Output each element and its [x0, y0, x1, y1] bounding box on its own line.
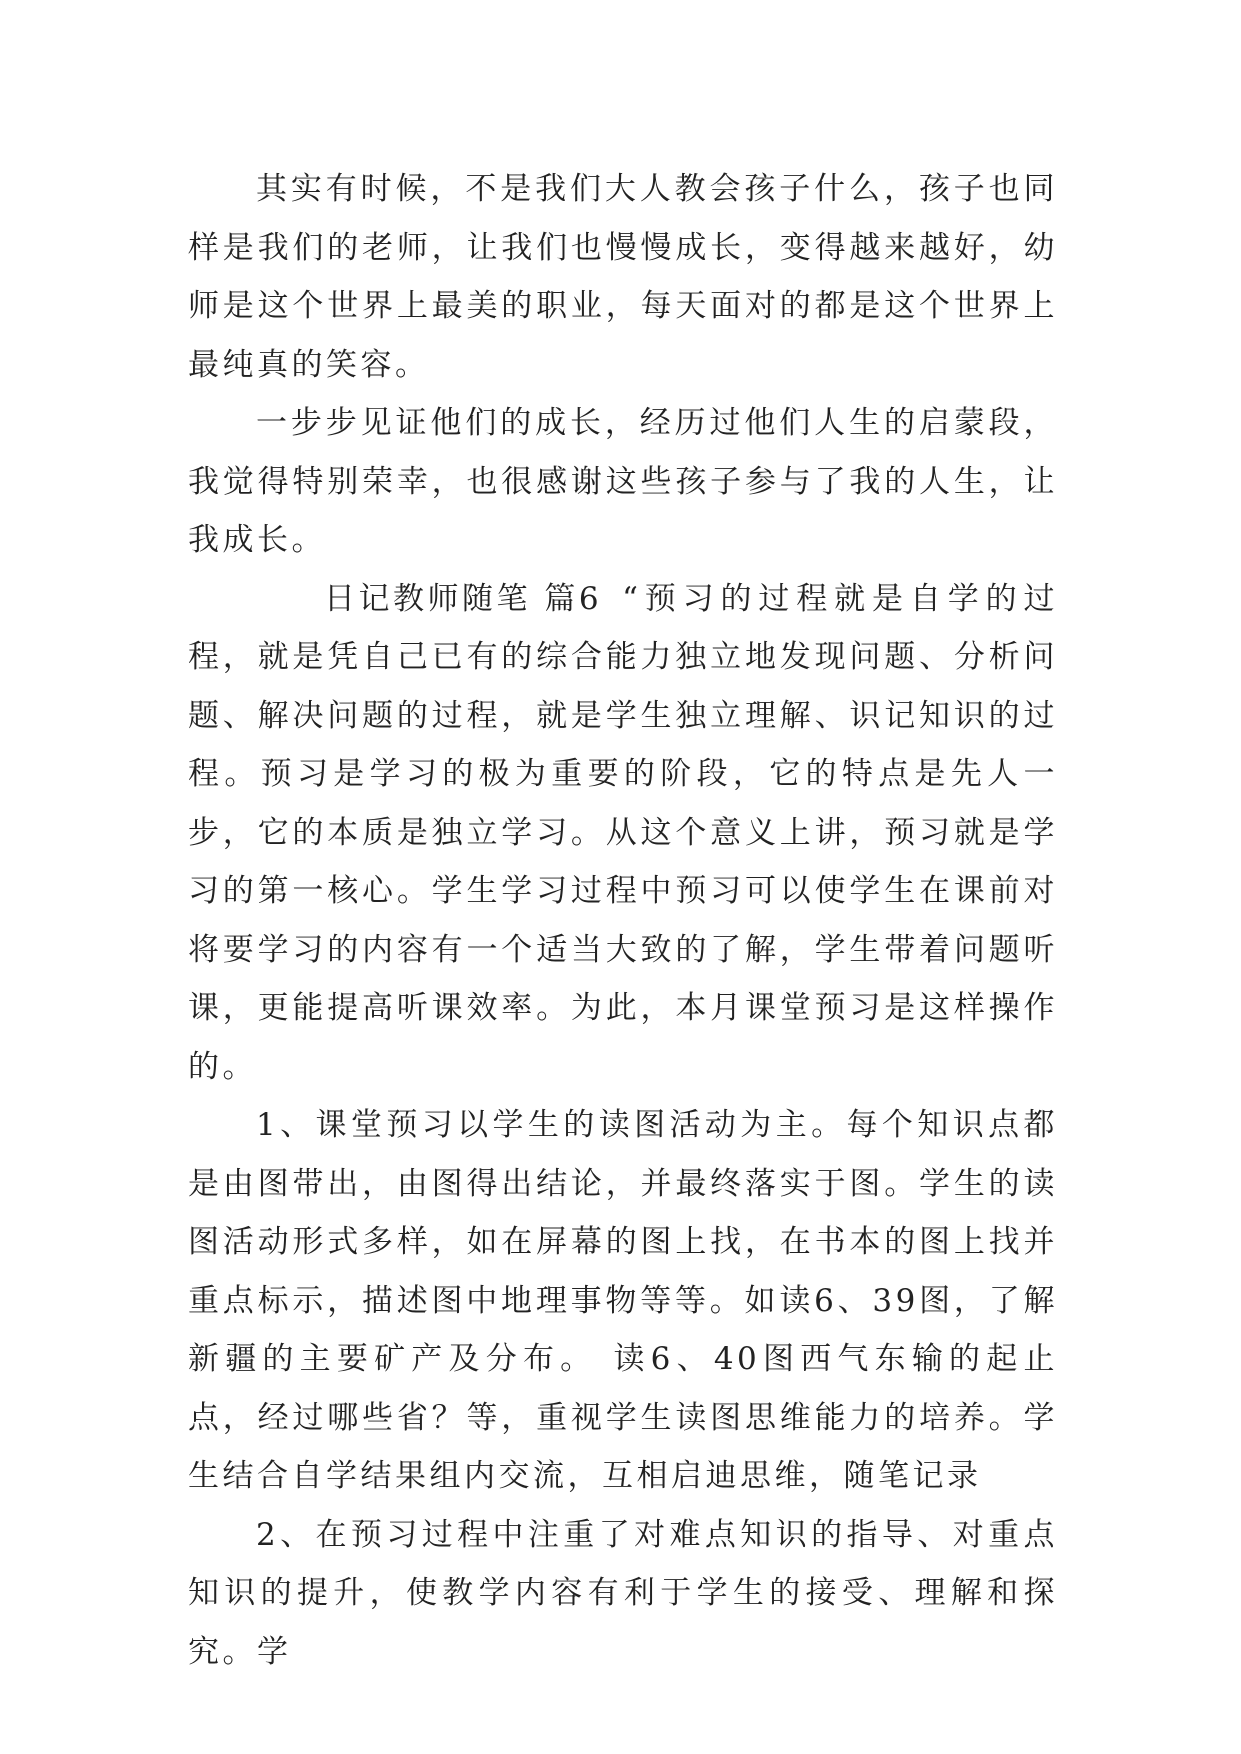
document-body — [188, 160, 1058, 1681]
paragraph-text: 其实有时候，不是我们大人教会孩子什么，孩子也同样是我们的老师，让我们也慢慢成长，变得越来越好，幼师是这个世界上最美的职业，每天面对的都是这个世界上最纯真的笑容。 — [188, 171, 1058, 383]
paragraph-text: 一步步见证他们的成长，经历过他们人生的启蒙段，我觉得特别荣幸，也很感谢这些孩子参与了我的人生，让我成长。 — [188, 405, 1058, 558]
section-heading: 日记教师随笔 篇6 — [324, 580, 603, 617]
paragraph-text: 1、课堂预习以学生的读图活动为主。每个知识点都是由图带出，由图得出结论，并最终落实于图。学生的读图活动形式多样，如在屏幕的图上找，在书本的图上找并重点标示，描述图中地理事物等等。如读6、39图，了解新疆的主要矿产及分布。 读6、40图西气东输的起止点，经过哪些省？等，重视学生读图思维能力的培养。学生结合自学结果组内交流，互相启迪思维，随笔记录 — [188, 1107, 1058, 1494]
paragraph-text: “预习的过程就是自学的过程，就是凭自己已有的综合能力独立地发现问题、分析问题、解决问题的过程，就是学生独立理解、识记知识的过程。预习是学习的极为重要的阶段，它的特点是先人一步，它的本质是独立学习。从这个意义上讲，预习就是学习的第一核心。学生学习过程中预习可以使学生在课前对将要学习的内容有一个适当大致的了解，学生带着问题听课，更能提高听课效率。为此，本月课堂预习是这样操作的。 — [188, 580, 1058, 1085]
paragraph-4 — [188, 1096, 1058, 1506]
paragraph-5 — [188, 1506, 1058, 1682]
paragraph-1 — [188, 160, 1058, 394]
paragraph-2 — [188, 394, 1058, 570]
paragraph-3 — [188, 570, 1058, 1097]
paragraph-text: 2、在预习过程中注重了对难点知识的指导、对重点知识的提升，使教学内容有利于学生的接受、理解和探究。学 — [188, 1516, 1058, 1670]
